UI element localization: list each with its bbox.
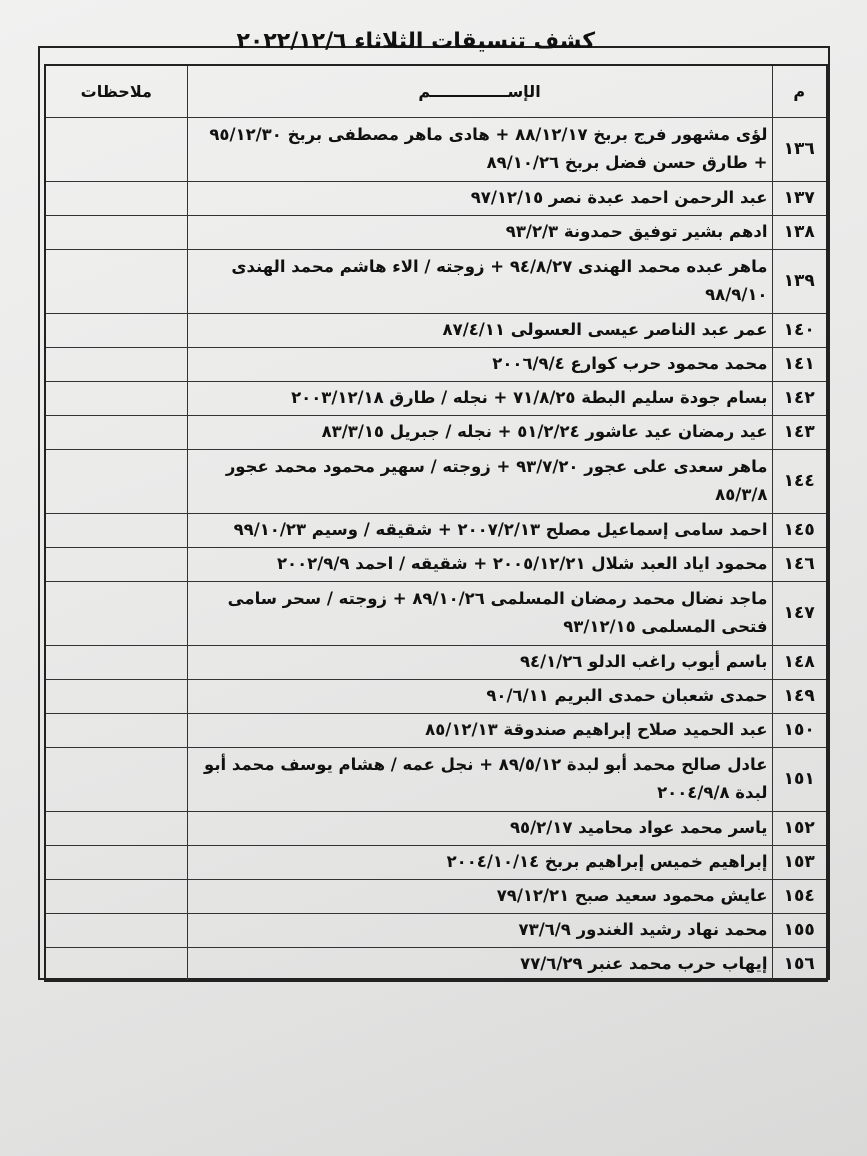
row-name: عمر عبد الناصر عيسى العسولى ٨٧/٤/١١: [187, 313, 772, 347]
table-row: [45, 581, 827, 645]
table-row: [45, 645, 827, 679]
column-header-notes: ملاحظات: [45, 65, 187, 117]
table-row: [45, 415, 827, 449]
row-notes: [45, 845, 187, 879]
row-name: محمد محمود حرب كوارع ٢٠٠٦/٩/٤: [187, 347, 772, 381]
table-row: [45, 513, 827, 547]
row-number: ١٣٧: [772, 181, 827, 215]
row-number: ١٣٦: [772, 117, 827, 181]
row-notes: [45, 181, 187, 215]
row-name: إيهاب حرب محمد عنبر ٧٧/٦/٢٩: [187, 947, 772, 981]
row-number: ١٥٢: [772, 811, 827, 845]
table-row: [45, 449, 827, 513]
table-row: [45, 547, 827, 581]
table-row: [45, 313, 827, 347]
table-row: [45, 879, 827, 913]
row-notes: [45, 913, 187, 947]
table-row: [45, 811, 827, 845]
row-number: ١٥٤: [772, 879, 827, 913]
row-name: عبد الرحمن احمد عبدة نصر ٩٧/١٢/١٥: [187, 181, 772, 215]
row-name: لؤى مشهور فرج بربخ ٨٨/١٢/١٧ + هادى ماهر مصطفى بربخ ٩٥/١٢/٣٠ + طارق حسن فضل بربخ ٨٩/١٠/٢٦: [187, 117, 772, 181]
table-row: [45, 249, 827, 313]
row-number: ١٥٠: [772, 713, 827, 747]
row-notes: [45, 879, 187, 913]
table-row: [45, 845, 827, 879]
roster-table: [44, 64, 828, 982]
row-name: عادل صالح محمد أبو لبدة ٨٩/٥/١٢ + نجل عمه / هشام يوسف محمد أبو لبدة ٢٠٠٤/٩/٨: [187, 747, 772, 811]
row-notes: [45, 117, 187, 181]
row-number: ١٥١: [772, 747, 827, 811]
column-header-name: الإســــــــــــــم: [187, 65, 772, 117]
row-number: ١٣٩: [772, 249, 827, 313]
row-notes: [45, 947, 187, 981]
row-notes: [45, 381, 187, 415]
header-row: [45, 65, 827, 117]
row-name: باسم أيوب راغب الدلو ٩٤/١/٢٦: [187, 645, 772, 679]
row-number: ١٣٨: [772, 215, 827, 249]
row-name: عبد الحميد صلاح إبراهيم صندوقة ٨٥/١٢/١٣: [187, 713, 772, 747]
row-number: ١٥٥: [772, 913, 827, 947]
table-row: [45, 347, 827, 381]
row-name: ماجد نضال محمد رمضان المسلمى ٨٩/١٠/٢٦ + زوجته / سحر سامى فتحى المسلمى ٩٣/١٢/١٥: [187, 581, 772, 645]
row-name: بسام جودة سليم البطة ٧١/٨/٢٥ + نجله / طارق ٢٠٠٣/١٢/١٨: [187, 381, 772, 415]
row-name: إبراهيم خميس إبراهيم بربخ ٢٠٠٤/١٠/١٤: [187, 845, 772, 879]
table-row: [45, 947, 827, 981]
row-name: ماهر عبده محمد الهندى ٩٤/٨/٢٧ + زوجته / الاء هاشم محمد الهندى ٩٨/٩/١٠: [187, 249, 772, 313]
row-number: ١٤٥: [772, 513, 827, 547]
row-name: عايش محمود سعيد صبح ٧٩/١٢/٢١: [187, 879, 772, 913]
row-notes: [45, 645, 187, 679]
table-row: [45, 747, 827, 811]
row-notes: [45, 313, 187, 347]
row-number: ١٥٦: [772, 947, 827, 981]
row-notes: [45, 347, 187, 381]
row-notes: [45, 449, 187, 513]
table-row: [45, 713, 827, 747]
table-row: [45, 117, 827, 181]
row-name: محمود اياد العبد شلال ٢٠٠٥/١٢/٢١ + شقيقه / احمد ٢٠٠٢/٩/٩: [187, 547, 772, 581]
row-name: احمد سامى إسماعيل مصلح ٢٠٠٧/٢/١٣ + شقيقه / وسيم ٩٩/١٠/٢٣: [187, 513, 772, 547]
table-row: [45, 679, 827, 713]
row-number: ١٤٣: [772, 415, 827, 449]
row-number: ١٤٧: [772, 581, 827, 645]
row-notes: [45, 415, 187, 449]
row-number: ١٤٤: [772, 449, 827, 513]
table-row: [45, 913, 827, 947]
table-row: [45, 215, 827, 249]
row-notes: [45, 581, 187, 645]
row-notes: [45, 747, 187, 811]
row-name: حمدى شعبان حمدى البريم ٩٠/٦/١١: [187, 679, 772, 713]
table-row: [45, 381, 827, 415]
row-number: ١٤١: [772, 347, 827, 381]
row-notes: [45, 249, 187, 313]
row-number: ١٤٠: [772, 313, 827, 347]
row-number: ١٥٣: [772, 845, 827, 879]
row-number: ١٤٨: [772, 645, 827, 679]
row-number: ١٤٦: [772, 547, 827, 581]
table-row: [45, 181, 827, 215]
row-notes: [45, 547, 187, 581]
row-name: ادهم بشير توفيق حمدونة ٩٣/٢/٣: [187, 215, 772, 249]
row-name: محمد نهاد رشيد الغندور ٧٣/٦/٩: [187, 913, 772, 947]
row-notes: [45, 513, 187, 547]
page-title: كشف تنسيقات الثلاثاء ٢٠٢٢/١٢/٦: [236, 29, 595, 54]
row-name: ياسر محمد عواد محاميد ٩٥/٢/١٧: [187, 811, 772, 845]
row-name: ماهر سعدى على عجور ٩٣/٧/٢٠ + زوجته / سهير محمود محمد عجور ٨٥/٣/٨: [187, 449, 772, 513]
row-name: عيد رمضان عيد عاشور ٥١/٢/٢٤ + نجله / جبريل ٨٣/٣/١٥: [187, 415, 772, 449]
row-notes: [45, 811, 187, 845]
row-notes: [45, 713, 187, 747]
row-notes: [45, 215, 187, 249]
column-header-number: م: [772, 65, 827, 117]
row-number: ١٤٢: [772, 381, 827, 415]
row-notes: [45, 679, 187, 713]
row-number: ١٤٩: [772, 679, 827, 713]
